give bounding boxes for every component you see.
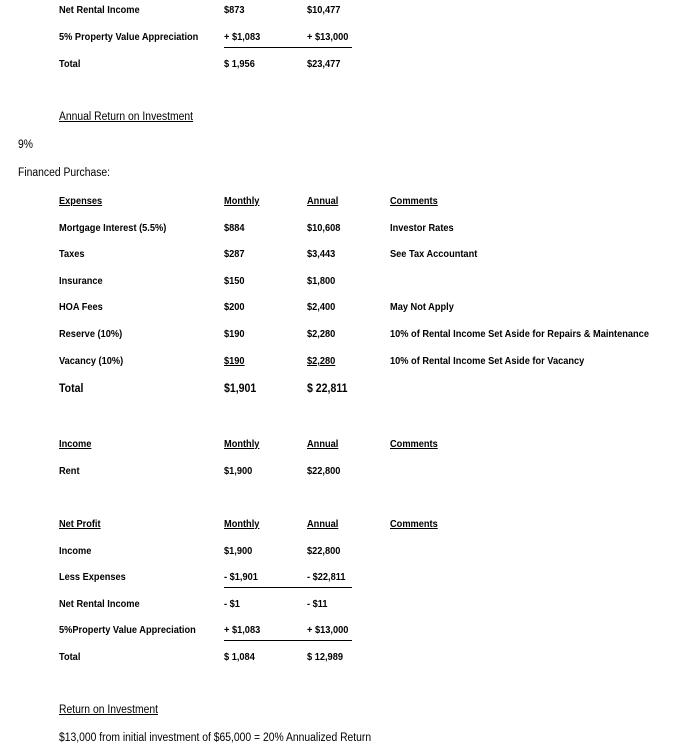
row-comment: 10% of Rental Income Set Aside for Vacancy — [390, 355, 585, 367]
monthly-value: $884 — [224, 222, 245, 234]
annual-value: - $22,811 — [307, 571, 346, 583]
monthly-value: + $1,083 — [224, 624, 261, 636]
roi-heading: Return on Investment — [59, 704, 158, 716]
row-label: Rent — [59, 465, 80, 477]
monthly-value: - $1 — [224, 598, 240, 610]
annual-return-heading: Annual Return on Investment — [59, 111, 194, 123]
comments-column-header: Comments — [390, 195, 438, 207]
annual-return-value: 9% — [18, 139, 33, 151]
monthly-value: $200 — [224, 301, 245, 313]
annual-value: $2,280 — [307, 355, 336, 367]
row-label: Mortgage Interest (5.5%) — [59, 222, 167, 234]
monthly-value: $1,900 — [224, 545, 253, 557]
monthly-value: $ 1,956 — [224, 58, 255, 70]
annual-value: - $11 — [307, 598, 328, 610]
row-label: Less Expenses — [59, 571, 126, 583]
row-comment: May Not Apply — [390, 301, 454, 313]
row-label: 5% Property Value Appreciation — [59, 31, 199, 43]
annual-value: + $13,000 — [307, 624, 349, 636]
annual-value: $22,800 — [307, 545, 341, 557]
annual-value: $2,400 — [307, 301, 336, 313]
annual-value: $ 12,989 — [307, 651, 343, 663]
net-profit-column-header: Net Profit — [59, 518, 101, 530]
annual-value: $23,477 — [307, 58, 341, 70]
annual-column-header: Annual — [307, 438, 339, 450]
sum-rule — [224, 640, 352, 641]
monthly-value: $190 — [224, 355, 245, 367]
annual-value: $10,608 — [307, 222, 341, 234]
monthly-column-header: Monthly — [224, 195, 260, 207]
row-label: Total — [59, 58, 81, 70]
row-label: Net Rental Income — [59, 598, 140, 610]
comments-column-header: Comments — [390, 518, 438, 530]
row-label: Income — [59, 545, 92, 557]
monthly-value: + $1,083 — [224, 31, 261, 43]
row-label: Total — [59, 381, 84, 395]
row-label: HOA Fees — [59, 301, 103, 313]
annual-value: $ 22,811 — [307, 381, 348, 395]
expenses-column-header: Expenses — [59, 195, 103, 207]
row-comment: 10% of Rental Income Set Aside for Repairs & Maintenance — [390, 328, 649, 340]
row-label: Taxes — [59, 248, 85, 260]
monthly-value: $1,900 — [224, 465, 253, 477]
row-label: Insurance — [59, 275, 103, 287]
row-label: Net Rental Income — [59, 4, 140, 16]
annual-value: $1,800 — [307, 275, 336, 287]
annual-value: $2,280 — [307, 328, 336, 340]
row-label: Reserve (10%) — [59, 328, 123, 340]
monthly-column-header: Monthly — [224, 438, 260, 450]
monthly-value: $150 — [224, 275, 245, 287]
sum-rule — [224, 587, 352, 588]
annual-value: $3,443 — [307, 248, 336, 260]
monthly-column-header: Monthly — [224, 518, 260, 530]
annual-value: + $13,000 — [307, 31, 349, 43]
monthly-value: - $1,901 — [224, 571, 258, 583]
row-comment: See Tax Accountant — [390, 248, 478, 260]
monthly-value: $873 — [224, 4, 245, 16]
monthly-value: $1,901 — [224, 381, 257, 395]
annual-value: $22,800 — [307, 465, 341, 477]
roi-statement: $13,000 from initial investment of $65,000 = 20% Annualized Return — [59, 732, 372, 744]
comments-column-header: Comments — [390, 438, 438, 450]
row-label: Total — [59, 651, 81, 663]
row-label: Vacancy (10%) — [59, 355, 124, 367]
row-comment: Investor Rates — [390, 222, 454, 234]
monthly-value: $287 — [224, 248, 245, 260]
income-column-header: Income — [59, 438, 92, 450]
annual-column-header: Annual — [307, 195, 339, 207]
annual-value: $10,477 — [307, 4, 341, 16]
financed-purchase-heading: Financed Purchase: — [18, 167, 111, 179]
monthly-value: $190 — [224, 328, 245, 340]
monthly-value: $ 1,084 — [224, 651, 255, 663]
row-label: 5%Property Value Appreciation — [59, 624, 196, 636]
sum-rule — [224, 47, 352, 48]
annual-column-header: Annual — [307, 518, 339, 530]
